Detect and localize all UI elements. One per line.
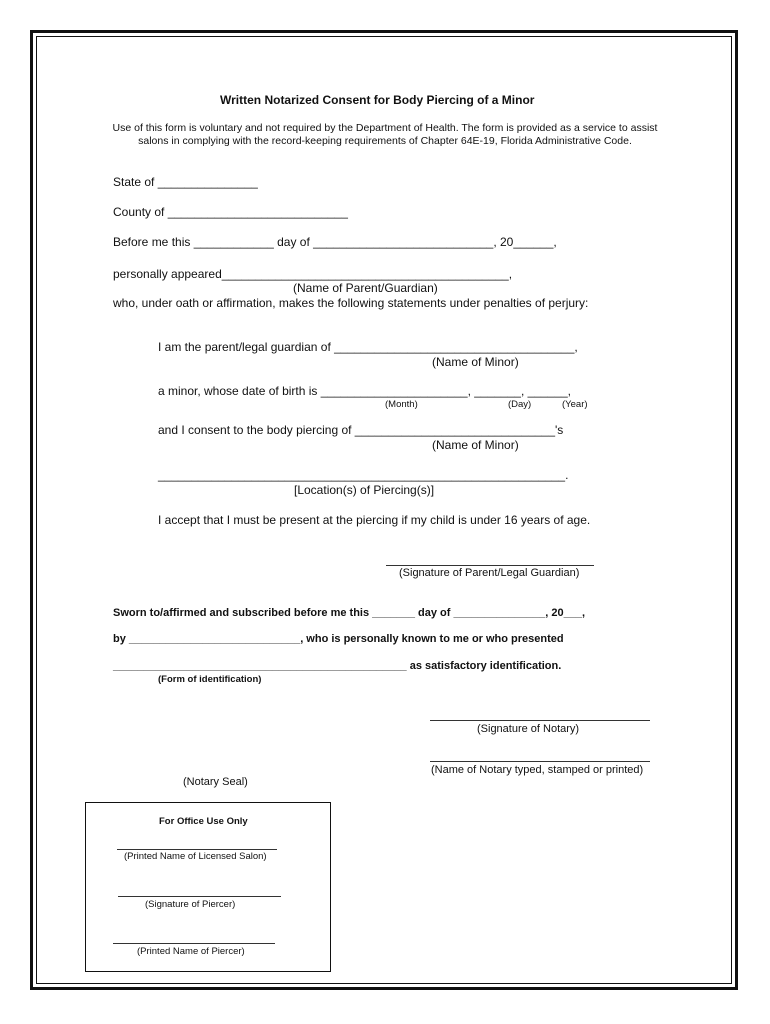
sworn-field[interactable]: Sworn to/affirmed and subscribed before me this _______ day of _______________, 20___, (113, 607, 586, 619)
piercer-signature-line[interactable] (118, 896, 281, 897)
month-label: (Month) (385, 399, 418, 410)
piercer-name-caption: (Printed Name of Piercer) (137, 946, 245, 957)
office-use-heading: For Office Use Only (159, 816, 248, 827)
date-field[interactable]: Before me this ____________ day of ___________________________, 20______, (113, 235, 557, 249)
piercing-location-caption: [Location(s) of Piercing(s)] (294, 483, 435, 497)
notary-name-line[interactable] (430, 761, 650, 762)
piercing-location-field[interactable]: _____________________________________________________________. (158, 468, 569, 482)
birth-date-field[interactable]: a minor, whose date of birth is ______________________, _______, ______, (158, 384, 572, 398)
county-field[interactable]: County of ___________________________ (113, 205, 348, 219)
notary-signature-line[interactable] (430, 720, 650, 721)
parent-name-caption: (Name of Parent/Guardian) (293, 281, 438, 295)
minor-name-caption: (Name of Minor) (432, 355, 519, 369)
intro-text: Use of this form is voluntary and not required by the Department of Health. The form is provided as a service to assist salons in complying with the record-keeping requirements of Chapter 64E-19, Florida Administrative Code. (112, 122, 658, 148)
parent-signature-line[interactable] (386, 565, 594, 566)
notary-seal-label: (Notary Seal) (183, 776, 248, 788)
parent-name-field[interactable]: personally appeared___________________________________________, (113, 267, 513, 281)
piercer-name-line[interactable] (113, 943, 275, 944)
state-field[interactable]: State of _______________ (113, 175, 258, 189)
guardian-field[interactable]: I am the parent/legal guardian of ____________________________________, (158, 340, 578, 354)
accept-statement: I accept that I must be present at the piercing if my child is under 16 years of age. (158, 513, 591, 527)
identification-caption: (Form of identification) (158, 674, 262, 685)
form-title: Written Notarized Consent for Body Piercing of a Minor (220, 93, 535, 107)
consent-field[interactable]: and I consent to the body piercing of ______________________________'s (158, 423, 564, 437)
piercer-signature-caption: (Signature of Piercer) (145, 899, 236, 910)
salon-name-line[interactable] (117, 849, 277, 850)
minor-name-caption-2: (Name of Minor) (432, 438, 519, 452)
oath-text: who, under oath or affirmation, makes the following statements under penalties of perjury: (113, 296, 589, 310)
notary-signature-caption: (Signature of Notary) (477, 723, 580, 735)
by-field[interactable]: by ____________________________, who is personally known to me or who presented (113, 633, 564, 645)
day-label: (Day) (508, 399, 532, 410)
year-label: (Year) (562, 399, 588, 410)
parent-signature-caption: (Signature of Parent/Legal Guardian) (399, 567, 580, 579)
notary-name-caption: (Name of Notary typed, stamped or printed) (431, 764, 644, 776)
identification-field[interactable]: ________________________________________________ as satisfactory identification. (113, 660, 562, 672)
salon-name-caption: (Printed Name of Licensed Salon) (124, 851, 267, 862)
